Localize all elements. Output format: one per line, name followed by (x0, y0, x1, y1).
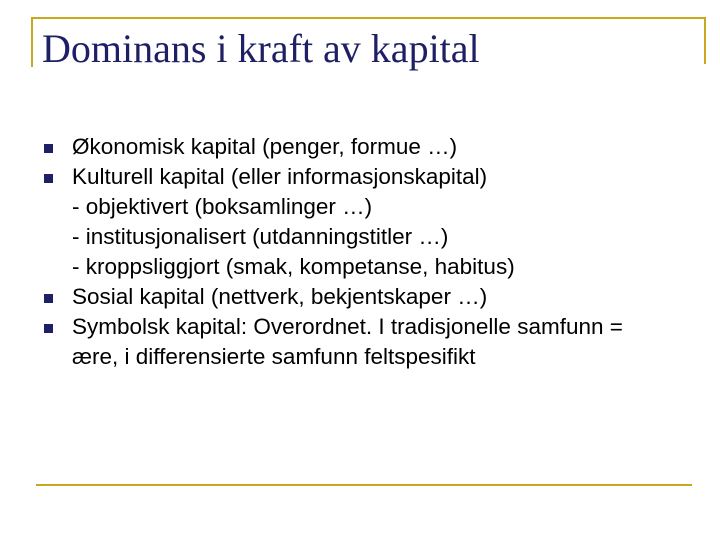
bullet-item-cultural-capital (44, 162, 704, 192)
sub-item-institutionalized: - institusjonalisert (utdanningstitler …) (72, 224, 449, 249)
bullet-item-economic-capital (44, 132, 704, 162)
sub-item-embodied: - kroppsliggjort (smak, kompetanse, habitus) (72, 254, 515, 279)
sub-item-objectified: - objektivert (boksamlinger …) (72, 194, 373, 219)
slide-title: Dominans i kraft av kapital (42, 26, 480, 71)
bullet-item-social-capital (44, 282, 704, 312)
bullet-text: Symbolsk kapital: Overordnet. I tradisjonelle samfunn = ære, i differensierte samfunn feltspesifikt (72, 314, 623, 369)
bullet-text: Økonomisk kapital (penger, formue …) (72, 134, 458, 159)
frame-left-line (31, 17, 33, 67)
bullet-item-symbolic-capital (44, 312, 672, 372)
bullet-text: Kulturell kapital (eller informasjonskapital) (72, 164, 488, 189)
bullet-text: Sosial kapital (nettverk, bekjentskaper …) (72, 284, 488, 309)
frame-bottom-line (36, 484, 692, 486)
square-bullet-icon (44, 294, 53, 303)
square-bullet-icon (44, 174, 53, 183)
frame-top-line (31, 17, 706, 19)
square-bullet-icon (44, 324, 53, 333)
frame-right-line (704, 17, 706, 64)
bullet-list (44, 132, 704, 372)
square-bullet-icon (44, 144, 53, 153)
